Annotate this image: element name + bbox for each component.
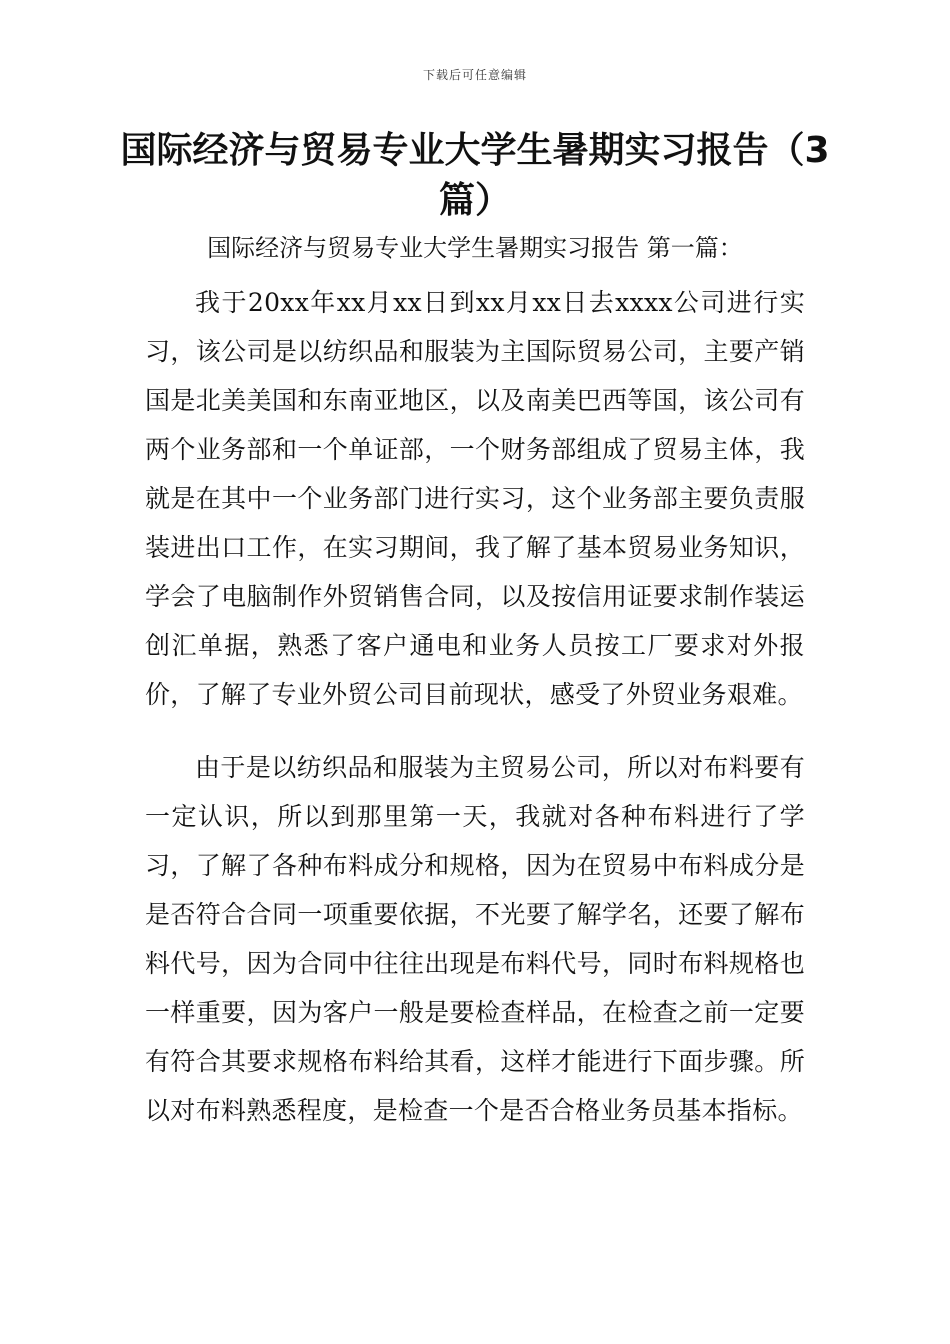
- section-subtitle: 国际经济与贸易专业大学生暑期实习报告 第一篇：: [207, 234, 743, 262]
- document-body: [145, 278, 805, 1159]
- header-note: 下载后可任意编辑: [422, 68, 527, 82]
- paragraph-2: 由于是以纺织品和服装为主贸易公司，所以对布料要有一定认识，所以到那里第一天，我就对各种布料进行了学习，了解了各种布料成分和规格，因为在贸易中布料成分是是否符合合同一项重要依据，不光要了解学名，还要了解布料代号，因为合同中往往出现是布料代号，同时布料规格也一样重要，因为客户一般是要检查样品，在检查之前一定要有符合其要求规格布料给其看，这样才能进行下面步骤。所以对布料熟悉程度，是检查一个是否合格业务员基本指标。: [145, 753, 805, 1125]
- paragraph-1: 我于20xx年xx月xx日到xx月xx日去xxxx公司进行实习，该公司是以纺织品和服装为主国际贸易公司，主要产销国是北美美国和东南亚地区，以及南美巴西等国，该公司有两个业务部和一个单证部，一个财务部组成了贸易主体，我就是在其中一个业务部门进行实习，这个业务部主要负责服装进出口工作，在实习期间，我了解了基本贸易业务知识，学会了电脑制作外贸销售合同，以及按信用证要求制作装运创汇单据，熟悉了客户通电和业务人员按工厂要求对外报价，了解了专业外贸公司目前现状，感受了外贸业务艰难。: [145, 288, 805, 709]
- document-title: 国际经济与贸易专业大学生暑期实习报告（3篇）: [120, 130, 830, 221]
